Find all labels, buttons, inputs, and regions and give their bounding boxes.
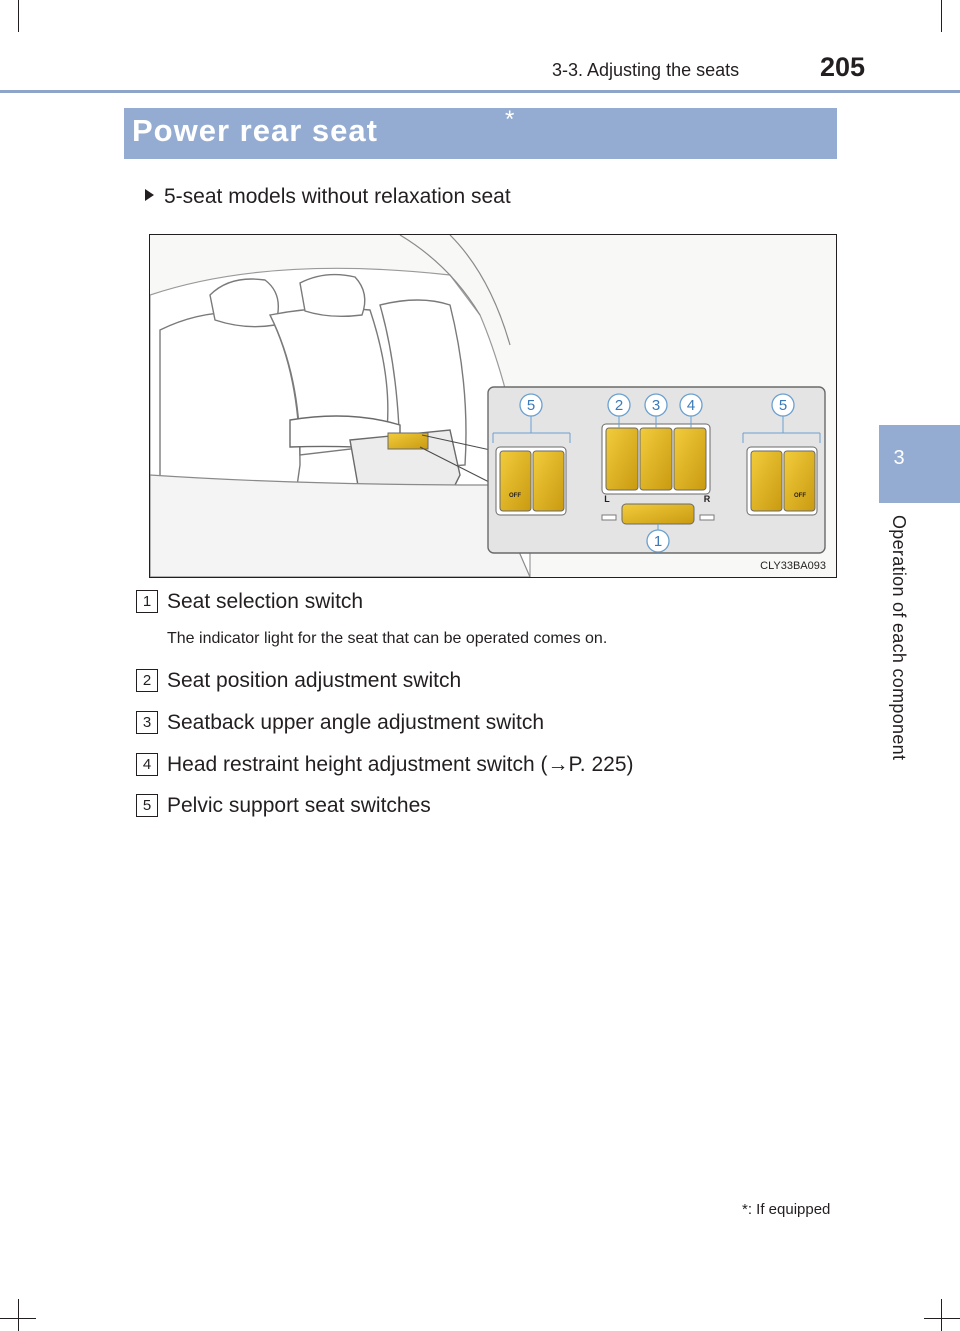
triangle-bullet-icon [145,189,154,201]
right-seat-label: R [703,494,711,504]
list-item [136,753,634,777]
item-label: Seat position adjustment switch [167,669,462,692]
crop-mark [941,0,942,32]
crop-mark [0,1318,36,1319]
crop-mark [924,1318,960,1319]
item-number: 5 [136,794,158,817]
item-note: The indicator light for the seat that can be operated comes on. [167,630,608,647]
callout-4: 4 [686,397,696,414]
item-number: 3 [136,711,158,734]
running-head: 3-3. Adjusting the seats [552,60,740,80]
section-title: Power rear seat [132,113,378,148]
footnote: *: If equipped [742,1201,831,1218]
left-seat-label: L [604,494,610,504]
crop-mark [18,1299,19,1331]
rear-seat-illustration [149,234,837,578]
crop-mark [941,1299,942,1331]
callout-2: 2 [614,397,624,414]
callout-1: 1 [653,533,663,550]
item-label: Pelvic support seat switches [167,794,431,817]
header-rule [0,90,960,93]
chapter-tab [879,425,960,503]
subheading-text: 5-seat models without relaxation seat [164,185,511,208]
off-label-left: OFF [509,493,521,499]
item-label: Seatback upper angle adjustment switch [167,711,545,734]
list-item [136,794,431,818]
section-title-bar [124,108,837,159]
chapter-number: 3 [893,447,905,469]
crop-mark [18,0,19,32]
item-number: 2 [136,669,158,692]
list-item [136,590,363,614]
off-label-right: OFF [794,493,806,499]
list-item [136,669,461,693]
rear-seat-drawing [150,235,836,577]
chapter-label: Operation of each component [889,515,909,761]
figure-code: CLY33BA093 [760,560,826,572]
page-number: 205 [820,52,866,82]
callout-3: 3 [651,397,661,414]
if-equipped-mark: * [505,106,515,133]
callout-5-left: 5 [526,397,536,414]
item-label: Seat selection switch [167,590,364,613]
item-number: 4 [136,753,158,776]
item-label: Head restraint height adjustment switch (→P. 225) [167,753,634,776]
callout-5-right: 5 [778,397,788,414]
item-number: 1 [136,590,158,613]
list-item [136,711,544,735]
subheading [145,185,511,209]
